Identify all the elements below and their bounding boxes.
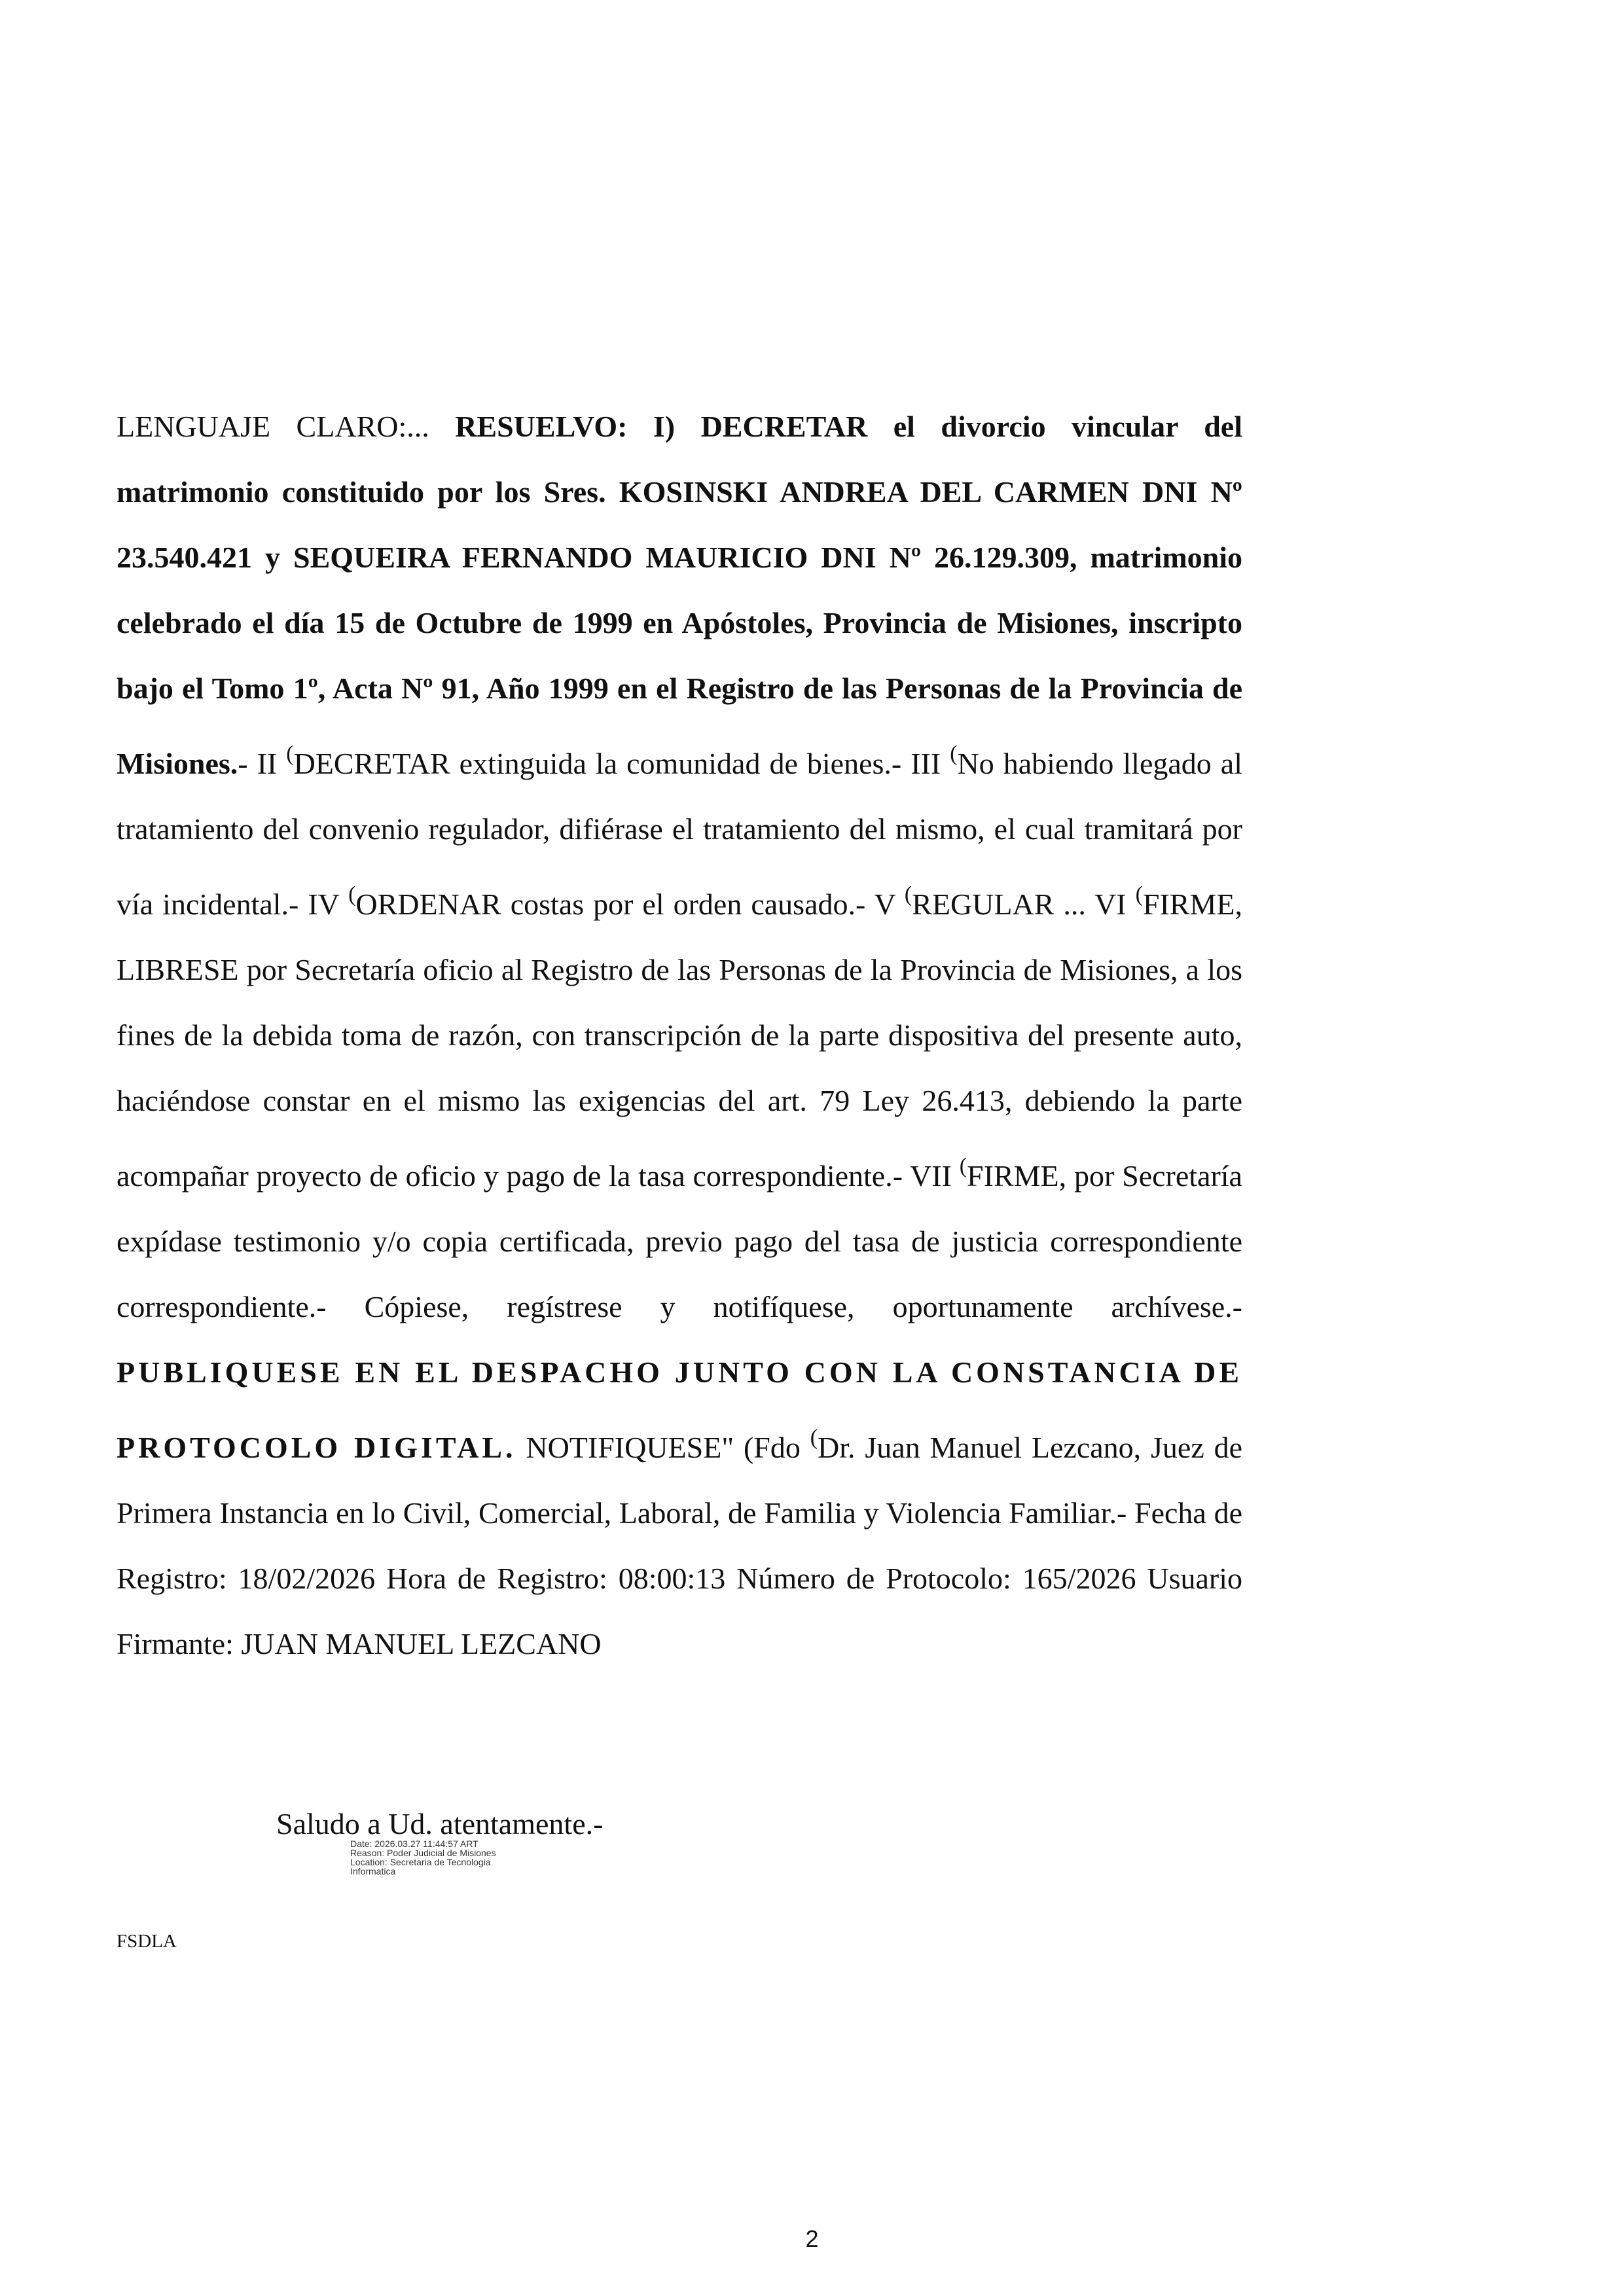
raised-parenthesis: ( (348, 882, 356, 906)
text-segment: NOTIFIQUESE" (Fdo (516, 1431, 810, 1464)
signature-date: Date: 2026.03.27 11:44:57 ART (350, 1839, 478, 1849)
raised-parenthesis: ( (959, 1154, 967, 1178)
typist-initials: FSDLA (117, 1931, 177, 1952)
signature-reason: Reason: Poder Judicial de Misiones (350, 1848, 496, 1858)
raised-parenthesis: ( (904, 882, 912, 906)
text-segment: REGULAR ... VI (912, 888, 1136, 921)
page-number: 2 (805, 2225, 819, 2252)
text-segment: Dr. Juan Manuel Lezcano, Juez de Primera Instancia en lo Civil, Comercial, Laboral, de Familia y Violencia Familiar.- Fecha de Registro: 18/02/2026 Hora de Registro: 08:00:13 Número de Protocolo: 165/2026 Usuario Firmante: JUAN MANUEL LEZCANO (117, 1431, 1242, 1660)
text-segment: ORDENAR costas por el orden causado.- V (355, 888, 905, 921)
text-segment-bold: PUBLIQUESE EN EL DESPACHO JUNTO CON LA CONSTANCIA DE PROTOCOLO DIGITAL. (117, 1355, 1242, 1464)
raised-parenthesis: ( (286, 742, 294, 766)
text-segment: FIRME, por Secretaría expídase testimonio y/o copia certificada, previo pago del tasa de justicia correspondiente correspondiente.- Cópiese, regístrese y notifíquese, oportunamente archívese.- (117, 1159, 1242, 1323)
text-segment: FIRME, LIBRESE por Secretaría oficio al Registro de las Personas de la Provincia de Misiones, a los fines de la debida toma de razón, con transcripción de la parte dispositiva del presente auto, haciéndose constar en el mismo las exigencias del art. 79 Ley 26.413, debiendo la parte acompañar proyecto de oficio y pago de la tasa correspondiente.- VII (117, 888, 1242, 1193)
text-segment: - II (238, 747, 287, 780)
signature-location: Location: Secretaria de Tecnologia (350, 1857, 491, 1867)
text-segment: LENGUAJE CLARO:... (117, 410, 456, 443)
raised-parenthesis: ( (950, 742, 958, 766)
raised-parenthesis: ( (810, 1426, 818, 1450)
digital-signature-stamp (350, 1839, 625, 1876)
text-segment-bold: RESUELVO: I) DECRETAR el divorcio vincular del matrimonio constituido por los Sres. KOSINSKI ANDREA DEL CARMEN DNI Nº 23.540.421 y SEQUEIRA FERNANDO MAURICIO DNI Nº 26.129.309, matrimonio celebrado el día 15 de Octubre de 1999 en Apóstoles, Provincia de Misiones, inscripto bajo el Tomo 1º, Acta Nº 91, Año 1999 en el Registro de las Personas de la Provincia de Misiones. (117, 410, 1242, 780)
raised-parenthesis: ( (1135, 882, 1143, 906)
text-segment: No habiendo llegado al tratamiento del convenio regulador, difiérase el tratamiento del mismo, el cual tramitará por vía incidental.- IV (117, 747, 1242, 921)
text-segment: DECRETAR extinguida la comunidad de bienes.- III (293, 747, 950, 780)
resolution-paragraph (117, 394, 1242, 1677)
salutation: Saludo a Ud. atentamente.- (276, 1807, 604, 1840)
signature-location-continued: Informatica (350, 1866, 396, 1876)
